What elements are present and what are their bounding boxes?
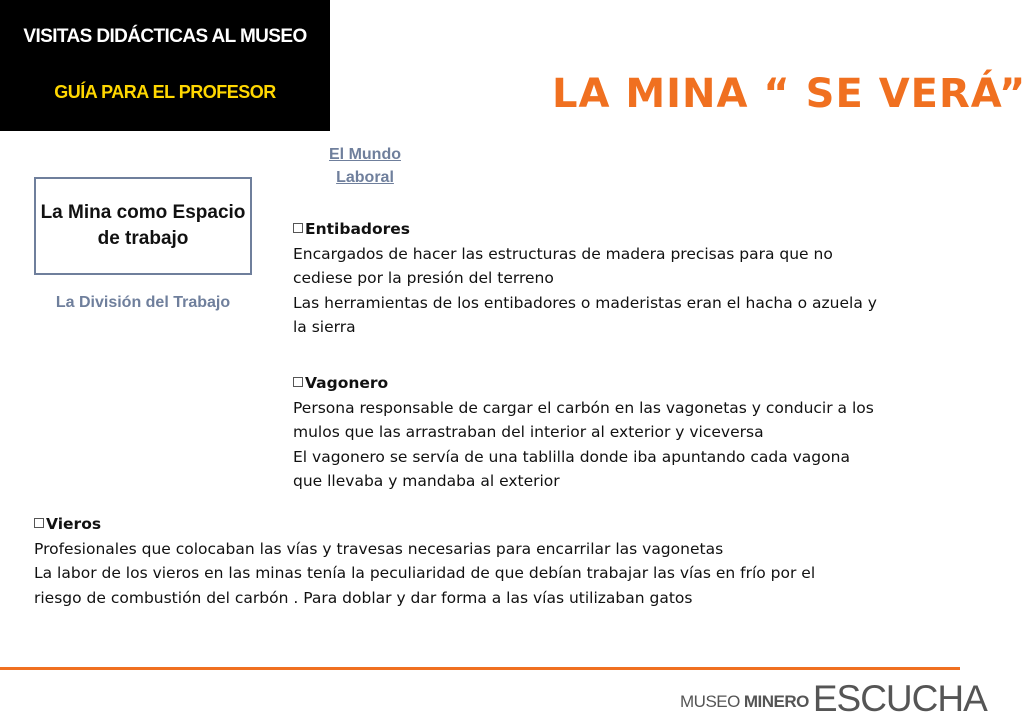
header-banner bbox=[0, 0, 330, 131]
section-paragraph: Encargados de hacer las estructuras de madera precisas para que no cediese por la presión del terreno bbox=[293, 244, 833, 287]
logo-museo: MUSEO bbox=[680, 692, 740, 711]
header-title: VISITAS DIDÁCTICAS AL MUSEO bbox=[23, 26, 307, 47]
logo-escucha: ESCUCHA bbox=[812, 678, 987, 719]
topic-box-label: La Mina como Espacio de trabajo bbox=[40, 202, 246, 249]
logo-minero: MINERO bbox=[743, 692, 809, 711]
header-subtitle: GUÍA PARA EL PROFESOR bbox=[54, 82, 276, 102]
section-vieros bbox=[34, 512, 844, 610]
footer-divider bbox=[0, 667, 960, 670]
section-paragraph: Profesionales que colocaban las vías y travesas necesarias para encarrilar las vagonetas bbox=[34, 539, 724, 558]
section-heading: Vagonero bbox=[305, 374, 389, 392]
topic-box bbox=[34, 177, 252, 275]
section-paragraph: Las herramientas de los entibadores o maderistas eran el hacha o azuela y la sierra bbox=[293, 293, 877, 336]
page-title: LA MINA “ SE VERÁ” bbox=[552, 71, 1026, 117]
section-entibadores bbox=[293, 217, 893, 340]
checkbox-bullet-icon bbox=[293, 223, 303, 233]
section-heading: Entibadores bbox=[305, 220, 411, 238]
division-label: La División del Trabajo bbox=[55, 294, 231, 311]
section-paragraph: El vagonero se servía de una tablilla donde iba apuntando cada vagona que llevaba y mandaba al exterior bbox=[293, 447, 850, 490]
section-vagonero bbox=[293, 371, 883, 494]
el-mundo-laboral-link[interactable]: El Mundo Laboral bbox=[329, 146, 401, 186]
museum-logo bbox=[680, 678, 987, 720]
section-paragraph: Persona responsable de cargar el carbón en las vagonetas y conducir a los mulos que las arrastraban del interior al exterior y viceversa bbox=[293, 398, 874, 441]
checkbox-bullet-icon bbox=[34, 518, 44, 528]
section-paragraph: La labor de los vieros en las minas tenía la peculiaridad de que debían trabajar las vías en frío por el riesgo de combustión del carbón . Para doblar y dar forma a las vías utilizaban gatos bbox=[34, 564, 816, 607]
checkbox-bullet-icon bbox=[293, 377, 303, 387]
section-heading: Vieros bbox=[46, 515, 102, 533]
